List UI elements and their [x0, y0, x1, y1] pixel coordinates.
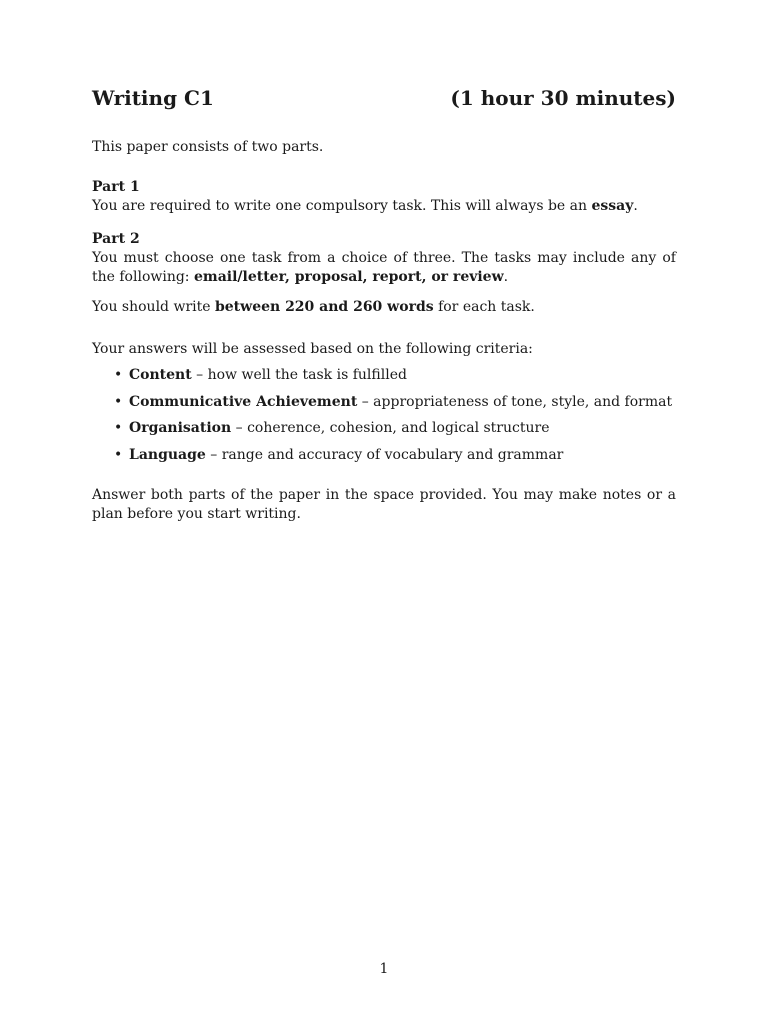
word-count-range: between 220 and 260 words: [214, 299, 434, 315]
part-1-text-start: You are required to write one compulsory task. This will always be an: [92, 198, 592, 214]
criteria-term: Language: [129, 446, 206, 463]
part-1-section: [92, 178, 676, 216]
criteria-description: – coherence, cohesion, and logical structure: [231, 420, 550, 436]
criteria-item: [92, 366, 676, 393]
part-1-text: [92, 197, 676, 216]
closing-text: Answer both parts of the paper in the space provided. You may make notes or a plan before you start writing.: [92, 487, 676, 522]
part-2-section: [92, 230, 676, 287]
criteria-description: – appropriateness of tone, style, and format: [357, 393, 673, 410]
part-2-task-types: email/letter, proposal, report, or review: [193, 269, 504, 285]
page-number: 1: [379, 961, 389, 977]
exam-duration: (1 hour 30 minutes): [450, 86, 676, 110]
intro-paragraph: [92, 138, 676, 157]
criteria-term: Content: [129, 367, 192, 383]
criteria-description: – range and accuracy of vocabulary and grammar: [205, 446, 564, 463]
bullet-icon: •: [114, 446, 123, 463]
criteria-list: [92, 366, 676, 472]
intro-text: This paper consists of two parts.: [92, 139, 324, 155]
bullet-icon: •: [114, 420, 123, 436]
bullet-icon: •: [114, 393, 123, 410]
bullet-icon: •: [114, 367, 123, 383]
page-header: [92, 84, 676, 112]
criteria-item: [92, 446, 676, 473]
criteria-term: Communicative Achievement: [129, 393, 358, 410]
part-1-task-type: essay: [591, 198, 634, 214]
criteria-intro-text: Your answers will be assessed based on the following criteria:: [92, 341, 533, 357]
criteria-item: [92, 393, 676, 420]
word-count-text-end: for each task.: [433, 299, 535, 315]
criteria-intro: [92, 340, 676, 359]
criteria-item: [92, 419, 676, 446]
word-count-text-start: You should write: [92, 299, 215, 315]
word-count-paragraph: [92, 298, 676, 317]
part-1-heading: Part 1: [92, 179, 140, 195]
page-title: Writing C1: [92, 86, 214, 110]
criteria-list-container: [92, 366, 676, 472]
part-2-text-end: .: [503, 269, 509, 285]
criteria-description: – how well the task is fulfilled: [191, 367, 407, 383]
part-2-heading: Part 2: [92, 231, 140, 247]
part-1-text-end: .: [633, 198, 638, 214]
part-2-text-start: You must choose one task from a choice of three. The tasks may include any of the following:: [92, 250, 676, 285]
criteria-term: Organisation: [129, 420, 232, 436]
closing-paragraph: [92, 486, 676, 524]
part-2-text: [92, 249, 676, 287]
